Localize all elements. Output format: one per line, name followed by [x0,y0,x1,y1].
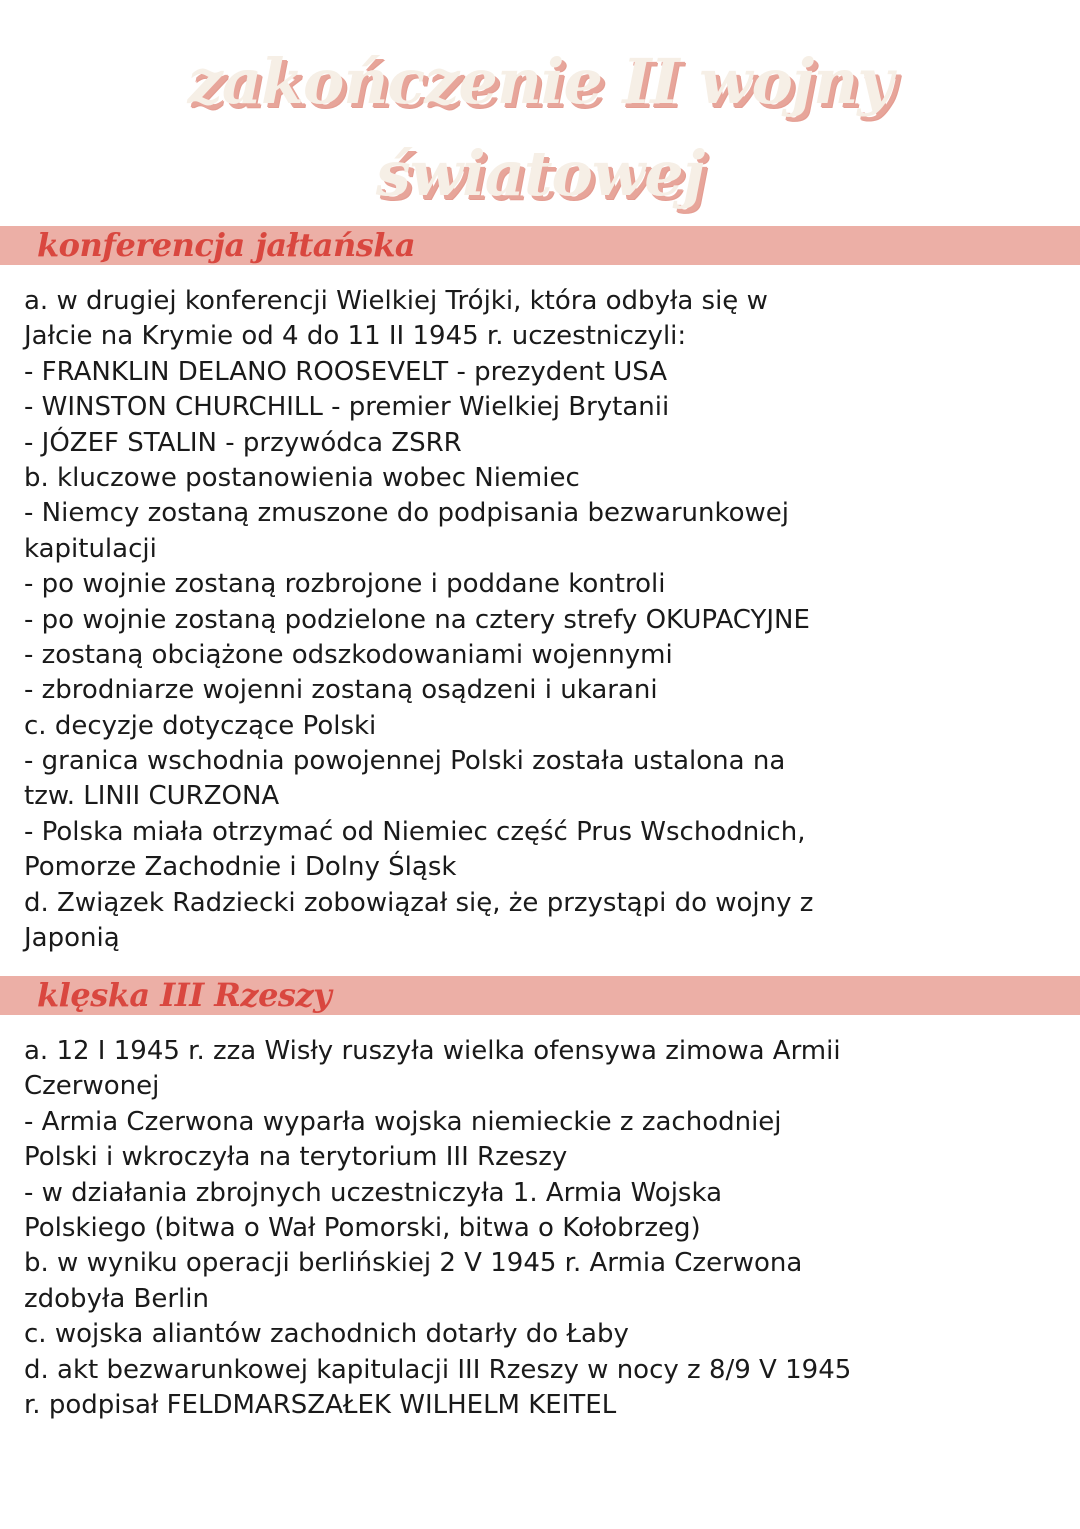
section-heading-yalta: konferencja jałtańska [37,226,416,264]
text-line: Japonią [24,923,120,954]
text-line: tzw. LINII CURZONA [24,781,280,812]
text-line: zdobyła Berlin [24,1283,209,1314]
text-line: Polskiego (bitwa o Wał Pomorski, bitwa o Kołobrzeg) [24,1212,701,1243]
text-line: b. w wyniku operacji berlińskiej 2 V 1945 r. Armia Czerwona [24,1248,803,1279]
text-line: c. wojska aliantów zachodnich dotarły do Łaby [24,1319,629,1350]
section-body-reich-defeat [24,1034,1064,1423]
text-line: Pomorze Zachodnie i Dolny Śląsk [24,852,457,883]
text-line: - po wojnie zostaną rozbrojone i poddane kontroli [24,569,666,600]
section-band-reich-defeat [0,976,1080,1015]
section-heading-reich-defeat: klęska III Rzeszy [37,976,332,1014]
text-line: d. akt bezwarunkowej kapitulacji III Rzeszy w nocy z 8/9 V 1945 [24,1354,852,1385]
text-line: - zostaną obciążone odszkodowaniami wojennymi [24,639,673,670]
page-title-line-2: światowej [375,137,705,210]
text-line: a. w drugiej konferencji Wielkiej Trójki, która odbyła się w [24,286,768,316]
text-line: - Niemcy zostaną zmuszone do podpisania bezwarunkowej [24,498,789,529]
text-line: - zbrodniarze wojenni zostaną osądzeni i ukarani [24,675,658,706]
text-line: - granica wschodnia powojennej Polski została ustalona na [24,746,786,777]
text-line: - Polska miała otrzymać od Niemiec część Prus Wschodnich, [24,816,806,847]
text-line: r. podpisał FELDMARSZAŁEK WILHELM KEITEL [24,1389,617,1420]
text-line: a. 12 I 1945 r. zza Wisły ruszyła wielka ofensywa zimowa Armii [24,1036,841,1066]
text-line: Czerwonej [24,1071,160,1102]
text-line: - FRANKLIN DELANO ROOSEVELT - prezydent USA [24,356,667,387]
text-line: - po wojnie zostaną podzielone na cztery strefy OKUPACYJNE [24,604,810,635]
text-line: - Armia Czerwona wyparła wojska niemieckie z zachodniej [24,1106,782,1137]
text-line: Polski i wkroczyła na terytorium III Rzeszy [24,1142,568,1173]
text-line: - JÓZEF STALIN - przywódca ZSRR [24,427,462,458]
section-band-yalta [0,226,1080,265]
text-line: - w działania zbrojnych uczestniczyła 1. Armia Wojska [24,1177,723,1208]
text-line: b. kluczowe postanowienia wobec Niemiec [24,462,580,493]
text-line: d. Związek Radziecki zobowiązał się, że przystąpi do wojny z [24,887,814,918]
section-body-yalta [24,284,1064,956]
page-title-line-1: zakończenie II wojny [187,45,893,118]
text-line: kapitulacji [24,533,157,564]
text-line: c. decyzje dotyczące Polski [24,710,377,741]
text-line: - WINSTON CHURCHILL - premier Wielkiej Brytanii [24,392,670,423]
text-line: Jałcie na Krymie od 4 do 11 II 1945 r. uczestniczyli: [24,321,687,352]
